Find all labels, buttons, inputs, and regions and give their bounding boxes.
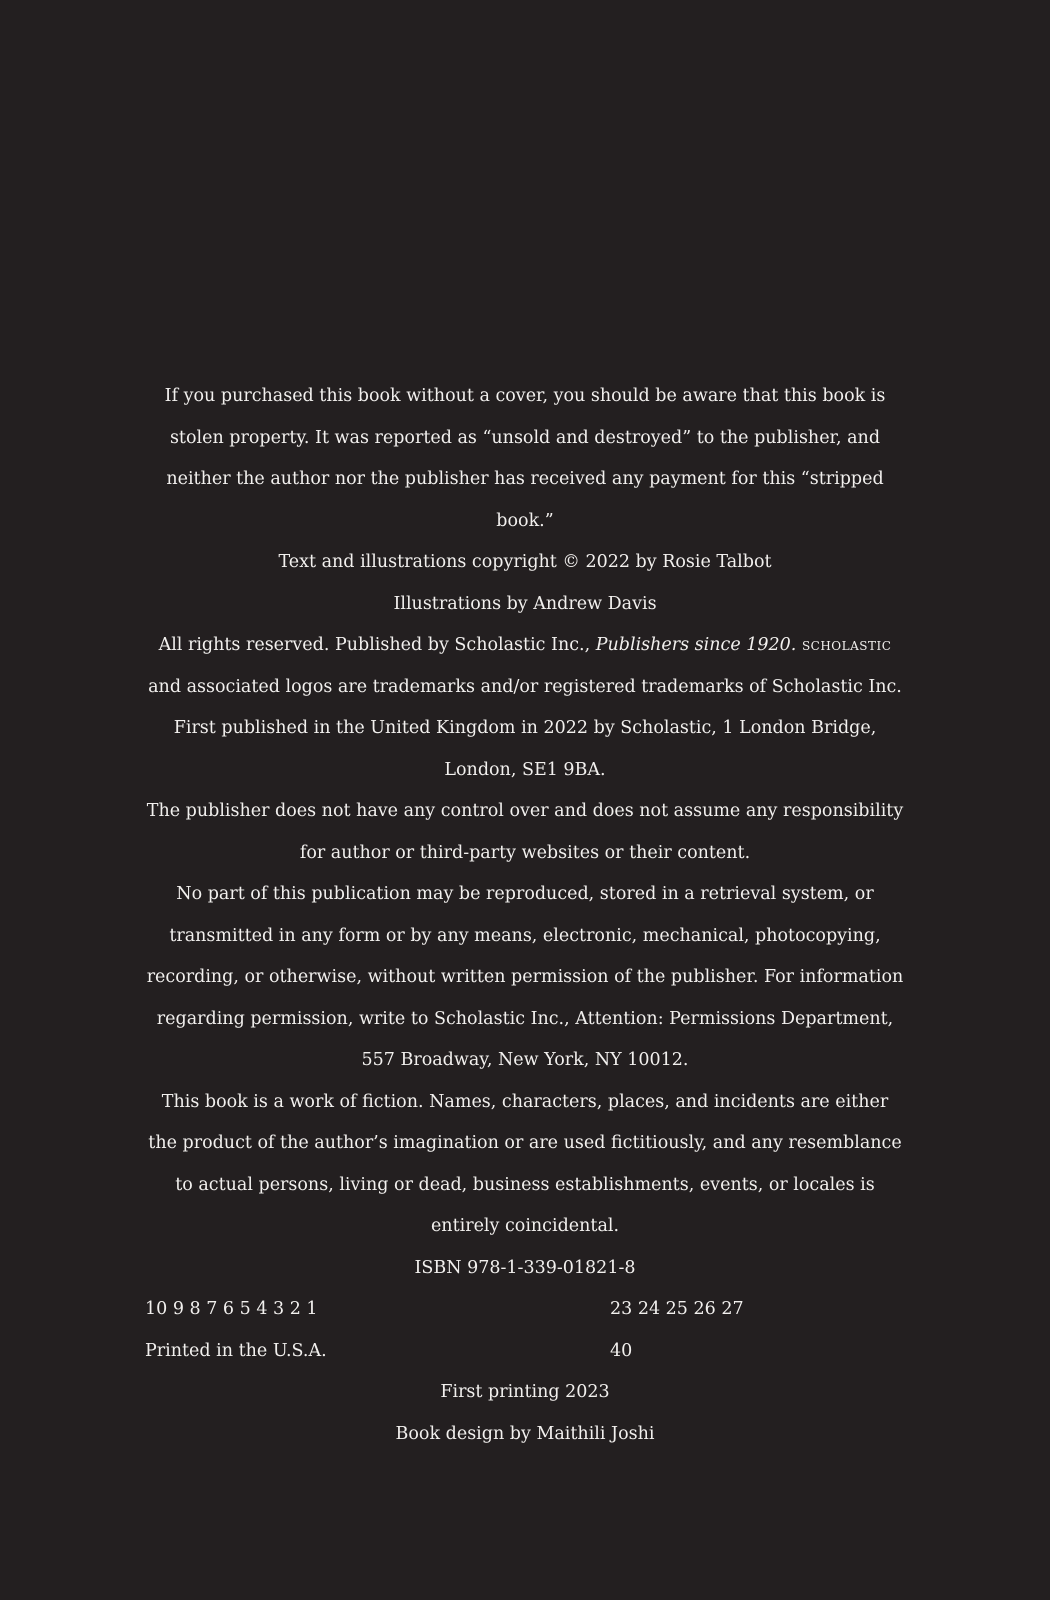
publisher-since: Publishers since 1920. — [595, 635, 797, 655]
copyright-line: Text and illustrations copyright © 2022 by Rosie Talbot — [278, 552, 772, 572]
rights-prefix: All rights reserved. Published by Scholastic Inc., — [158, 635, 596, 655]
third-party-disclaimer: The publisher does not have any control over and does not assume any responsibility for author or third-party websites or their content. — [146, 801, 904, 863]
illustrations-credit: Illustrations by Andrew Davis — [393, 593, 657, 614]
first-printing: First printing 2023 — [440, 1382, 610, 1402]
year-numbers: 23 24 25 26 27 — [610, 1299, 744, 1319]
printed-in: Printed in the U.S.A. — [145, 1340, 327, 1361]
fiction-disclaimer: This book is a work of fiction. Names, characters, places, and incidents are either the product of the author’s imagination or are used fictitiously, and any resemblance to actual persons, living or dead, business establishments, events, or locales is entirely coincidental. — [148, 1091, 902, 1236]
copyright-page — [0, 376, 1050, 1455]
printing-info — [145, 1289, 905, 1372]
first-published: First published in the United Kingdom in 2022 by Scholastic, 1 London Bridge, London, SE1 9BA. — [173, 718, 877, 780]
copyright-text-block — [145, 376, 905, 1289]
reproduction-notice: No part of this publication may be reproduced, stored in a retrieval system, or transmitted in any form or by any means, electronic, mechanical, photocopying, recording, or otherwise, without written permission of the publisher. For information regarding permission, write to Scholastic Inc., Attention: Permissions Department, 557 Broadway, New York, NY 10012. — [146, 884, 904, 1070]
printing-credits — [145, 1372, 905, 1455]
plant-code: 40 — [610, 1340, 633, 1361]
rights-suffix: and associated logos are trademarks and/or registered trademarks of Scholastic Inc. — [148, 676, 902, 697]
rights-reserved — [145, 625, 905, 708]
book-design-credit: Book design by Maithili Joshi — [395, 1423, 655, 1444]
printing-row-numbers — [145, 1289, 905, 1331]
isbn: ISBN 978-1-339-01821-8 — [414, 1257, 636, 1278]
stripped-book-notice: If you purchased this book without a cover, you should be aware that this book is stolen property. It was reported as “unsold and destroyed” to the publisher, and neither the author nor the publisher has received any payment for this “stripped book.” — [164, 386, 886, 531]
print-run-numbers: 10 9 8 7 6 5 4 3 2 1 — [145, 1299, 318, 1319]
printing-row-location — [145, 1331, 905, 1373]
scholastic-trademark: scholastic — [801, 635, 892, 655]
